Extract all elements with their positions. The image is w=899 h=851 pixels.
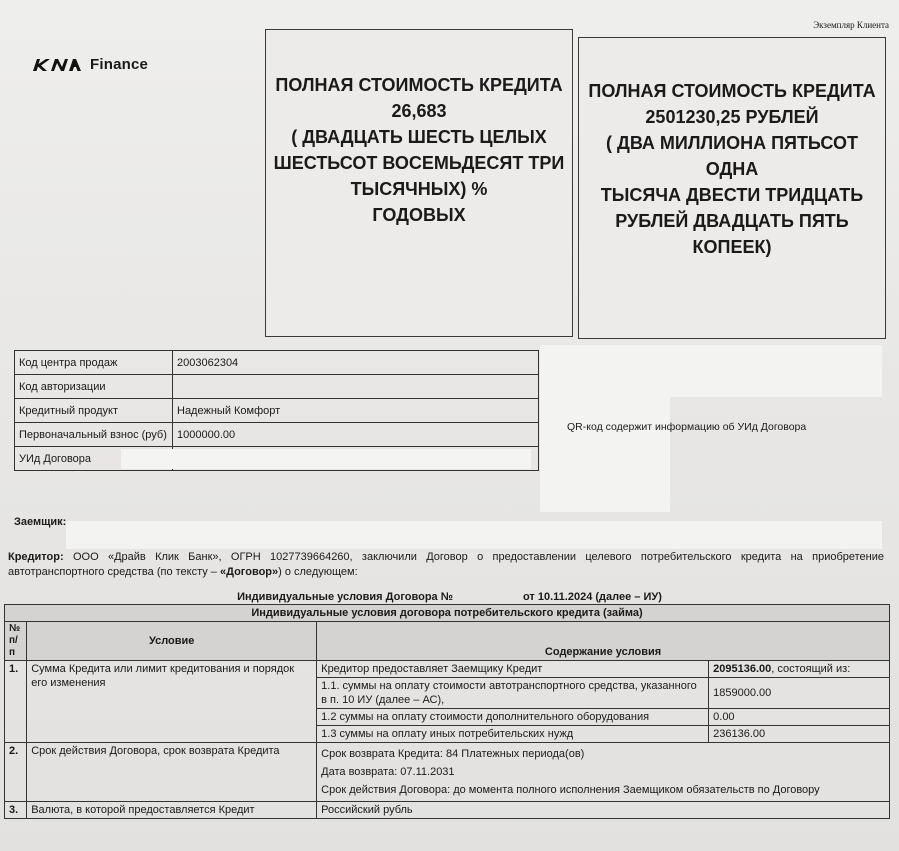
- term-line: Срок возврата Кредита: 84 Платежных периода(ов): [321, 748, 585, 760]
- info-label: Первоначальный взнос (руб): [15, 423, 173, 447]
- row-amount: [709, 661, 890, 678]
- psk-percent-box: [265, 29, 573, 337]
- psk-percent-line: 26,683: [391, 101, 447, 121]
- col-condition-header: Условие: [27, 622, 317, 661]
- row-number: 2.: [5, 743, 27, 802]
- individual-terms-title: [0, 591, 899, 603]
- qr-code-redacted: [540, 345, 882, 397]
- credit-amount: 2095136.00: [713, 663, 772, 675]
- info-label: Кредитный продукт: [15, 399, 173, 423]
- table-header-row: [5, 622, 890, 661]
- psk-rub-line: КОПЕЕК): [692, 237, 772, 257]
- table-row: [15, 399, 539, 423]
- row-content: Российский рубль: [317, 802, 890, 819]
- info-label: Код авторизации: [15, 375, 173, 399]
- table-row: [15, 447, 539, 471]
- psk-rub-line: ПОЛНАЯ СТОИМОСТЬ КРЕДИТА: [588, 81, 876, 101]
- individual-terms-table: [4, 604, 890, 819]
- table-row: [15, 375, 539, 399]
- kia-logo-icon: [32, 58, 84, 72]
- creditor-text: ООО «Драйв Клик Банк», ОГРН 1027739664260, заключили Договор о предоставлении целевого потребительского кредита на приобретение автотранспортного средства (по тексту –: [8, 551, 884, 578]
- info-value: [173, 447, 539, 471]
- row-content: [317, 743, 890, 802]
- col-num-header: № п/п: [5, 622, 27, 661]
- row-number: 3.: [5, 802, 27, 819]
- sub-label: 1.1. суммы на оплату стоимости автотранспортного средства, указанного в п. 10 ИУ (далее – АС),: [317, 678, 709, 709]
- row-number: 1.: [5, 661, 27, 743]
- sub-value: 0.00: [709, 709, 890, 726]
- psk-percent-line: ГОДОВЫХ: [372, 205, 466, 225]
- psk-rub-line: РУБЛЕЙ ДВАДЦАТЬ ПЯТЬ: [615, 211, 849, 231]
- table-row: [15, 351, 539, 375]
- psk-percent-line: ШЕСТЬСОТ ВОСЕМЬДЕСЯТ ТРИ: [273, 153, 565, 173]
- psk-rub-box: [578, 37, 886, 339]
- psk-rub-line: 2501230,25 РУБЛЕЙ: [645, 107, 819, 127]
- row-condition: Сумма Кредита или лимит кредитования и порядок его изменения: [27, 661, 317, 743]
- sub-label: 1.2 суммы на оплату стоимости дополнительного оборудования: [317, 709, 709, 726]
- info-value: Надежный Комфорт: [173, 399, 539, 423]
- table-row: [5, 802, 890, 819]
- table-row: [15, 423, 539, 447]
- psk-percent-line: ТЫСЯЧНЫХ) %: [350, 179, 488, 199]
- psk-percent-line: ПОЛНАЯ СТОИМОСТЬ КРЕДИТА: [275, 75, 563, 95]
- row-content: Кредитор предоставляет Заемщику Кредит: [317, 661, 709, 678]
- contract-info-table: [14, 350, 539, 471]
- creditor-paragraph: [8, 550, 884, 580]
- term-line: Срок действия Договора: до момента полного исполнения Заемщиком обязательств по Договору: [321, 784, 820, 796]
- qr-code-redacted-lower: [540, 396, 670, 512]
- sub-value: 1859000.00: [709, 678, 890, 709]
- row-condition: Валюта, в которой предоставляется Кредит: [27, 802, 317, 819]
- info-value: 1000000.00: [173, 423, 539, 447]
- table-title-row: [5, 605, 890, 622]
- sub-label: 1.3 суммы на оплату иных потребительских нужд: [317, 726, 709, 743]
- col-content-header: Содержание условия: [317, 622, 890, 661]
- redacted-value: [121, 449, 531, 469]
- info-value: 2003062304: [173, 351, 539, 375]
- info-label: Код центра продаж: [15, 351, 173, 375]
- iu-title-left: Индивидуальные условия Договора №: [237, 591, 453, 603]
- sub-value: 236136.00: [709, 726, 890, 743]
- psk-rub-line: ТЫСЯЧА ДВЕСТИ ТРИДЦАТЬ: [600, 185, 864, 205]
- table-row: [5, 661, 890, 678]
- creditor-tail: ) о следующем:: [278, 566, 358, 578]
- creditor-label: Кредитор:: [8, 551, 64, 563]
- borrower-redacted: [66, 521, 882, 549]
- psk-rub-line: ( ДВА МИЛЛИОНА ПЯТЬСОТ ОДНА: [606, 133, 858, 179]
- table-row: [5, 743, 890, 802]
- table-title: Индивидуальные условия договора потребительского кредита (займа): [5, 605, 890, 622]
- credit-amount-tail: , состоящий из:: [771, 663, 851, 675]
- kia-finance-logo: [32, 56, 148, 73]
- term-line: Дата возврата: 07.11.2031: [321, 766, 455, 778]
- info-value: [173, 375, 539, 399]
- logo-text: Finance: [90, 56, 149, 73]
- iu-title-right: от 10.11.2024 (далее – ИУ): [522, 591, 662, 603]
- qr-caption: QR-код содержит информацию об УИд Договора: [567, 421, 807, 433]
- borrower-label: Заемщик:: [14, 516, 67, 528]
- contract-term: «Договор»: [219, 566, 279, 578]
- psk-percent-line: ( ДВАДЦАТЬ ШЕСТЬ ЦЕЛЫХ: [291, 127, 547, 147]
- row-condition: Срок действия Договора, срок возврата Кредита: [27, 743, 317, 802]
- copy-label: Экземпляр Клиента: [813, 20, 889, 30]
- info-label: УИд Договора: [15, 447, 173, 471]
